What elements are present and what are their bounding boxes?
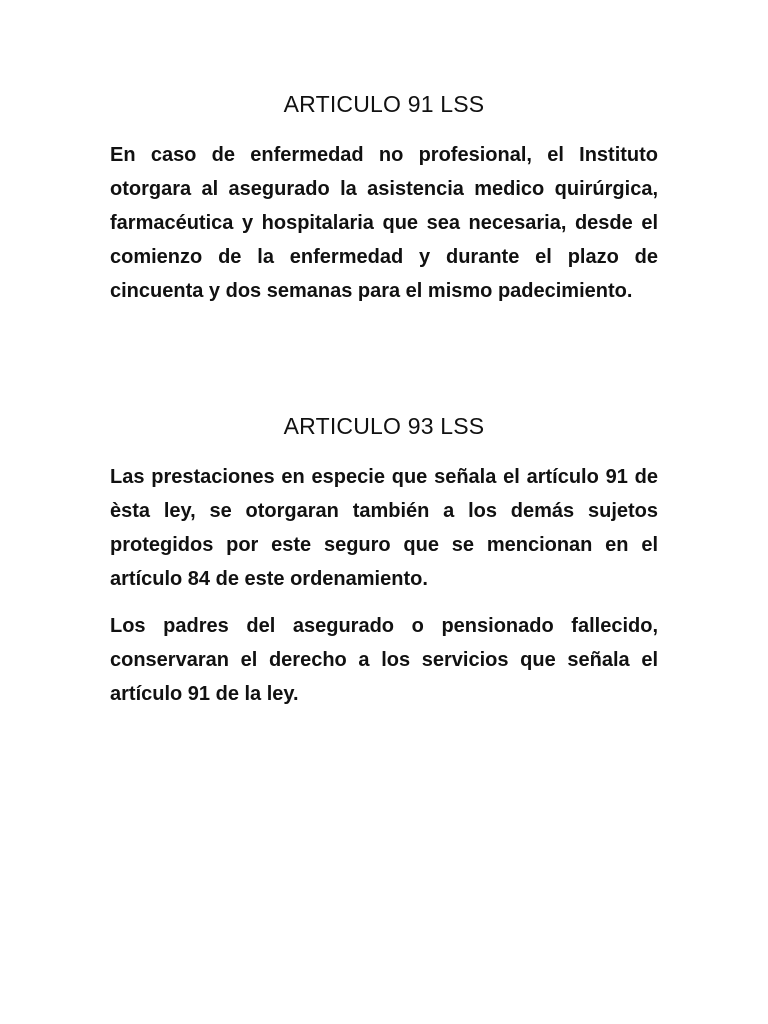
- paragraph-articulo-93-padres: Los padres del asegurado o pensionado fallecido, conservaran el derecho a los servicios que señala el artículo 91 de la ley.: [110, 615, 658, 705]
- section-heading-articulo-93: ARTICULO 93 LSS: [283, 413, 485, 439]
- section-heading-articulo-91: ARTICULO 91 LSS: [283, 91, 485, 117]
- paragraph-articulo-91: En caso de enfermedad no profesional, el Instituto otorgara al asegurado la asistencia medico quirúrgica, farmacéutica y hospitalaria que sea necesaria, desde el comienzo de la enfermedad y durante el plazo de cincuenta y dos semanas para el mismo padecimiento.: [110, 144, 658, 302]
- paragraph-articulo-93-prestaciones: Las prestaciones en especie que señala el artículo 91 de èsta ley, se otorgaran también a los demás sujetos protegidos por este seguro que se mencionan en el artículo 84 de este ordenamiento.: [110, 466, 658, 590]
